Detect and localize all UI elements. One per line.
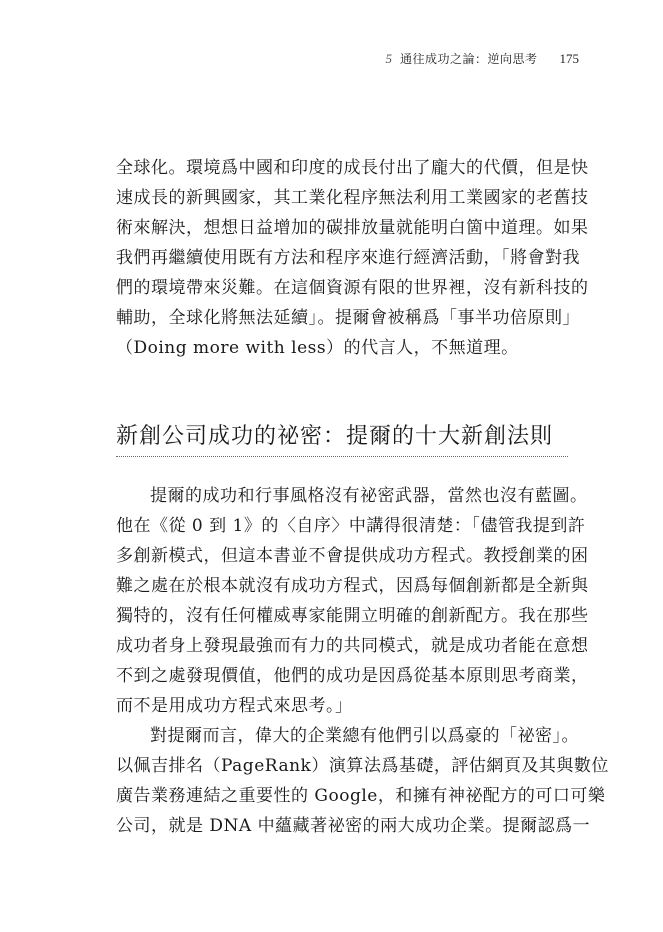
- text-line: 術來解決，想想日益增加的碳排放量就能明白箇中道理。如果: [116, 218, 589, 238]
- text-line: 我們再繼續使用既有方法和程序來進行經濟活動，「將會對我: [116, 248, 580, 268]
- text-line: 全球化。環境爲中國和印度的成長付出了龐大的代價，但是快: [116, 158, 589, 178]
- text-line: 提爾的成功和行事風格沒有祕密武器，當然也沒有藍圖。: [150, 486, 588, 506]
- running-head: [385, 50, 579, 70]
- text-line: 他在《從 0 到 1》的〈自序〉中講得很清楚：「儘管我提到許: [116, 516, 586, 536]
- text-line: 速成長的新興國家，其工業化程序無法利用工業國家的老舊技: [116, 188, 589, 208]
- text-line: 以佩吉排名（PageRank）演算法爲基礎，評估網頁及其與數位: [116, 756, 609, 776]
- text-line: 們的環境帶來災難。在這個資源有限的世界裡，沒有新科技的: [116, 278, 589, 298]
- section-heading: 新創公司成功的祕密：提爾的十大新創法則: [116, 420, 568, 457]
- paragraph-continuation: [116, 153, 589, 363]
- text-line: 輔助，全球化將無法延續」。提爾會被稱爲「事半功倍原則」: [116, 308, 580, 328]
- section-body: [116, 481, 609, 841]
- page-number: 175: [559, 51, 579, 66]
- text-line: 不到之處發現價值，他們的成功是因爲從基本原則思考商業，: [116, 666, 589, 686]
- chapter-number: 5: [385, 51, 392, 66]
- chapter-title: 通往成功之論：逆向思考: [399, 52, 538, 66]
- text-line: 而不是用成功方程式來思考。」: [116, 696, 353, 716]
- text-line: 成功者身上發現最強而有力的共同模式，就是成功者能在意想: [116, 636, 589, 656]
- text-line: 對提爾而言，偉大的企業總有他們引以爲豪的「祕密」。: [150, 726, 579, 746]
- text-line: 獨特的，沒有任何權威專家能開立明確的創新配方。我在那些: [116, 606, 589, 626]
- text-line: 多創新模式，但這本書並不會提供成功方程式。教授創業的困: [116, 546, 589, 566]
- text-line: （Doing more with less）的代言人，不無道理。: [116, 338, 519, 358]
- text-line: 廣告業務連結之重要性的 Google，和擁有神祕配方的可口可樂: [116, 786, 606, 806]
- text-line: 難之處在於根本就沒有成功方程式，因爲每個創新都是全新與: [116, 576, 589, 596]
- text-line: 公司，就是 DNA 中蘊藏著祕密的兩大成功企業。提爾認爲一: [116, 816, 591, 836]
